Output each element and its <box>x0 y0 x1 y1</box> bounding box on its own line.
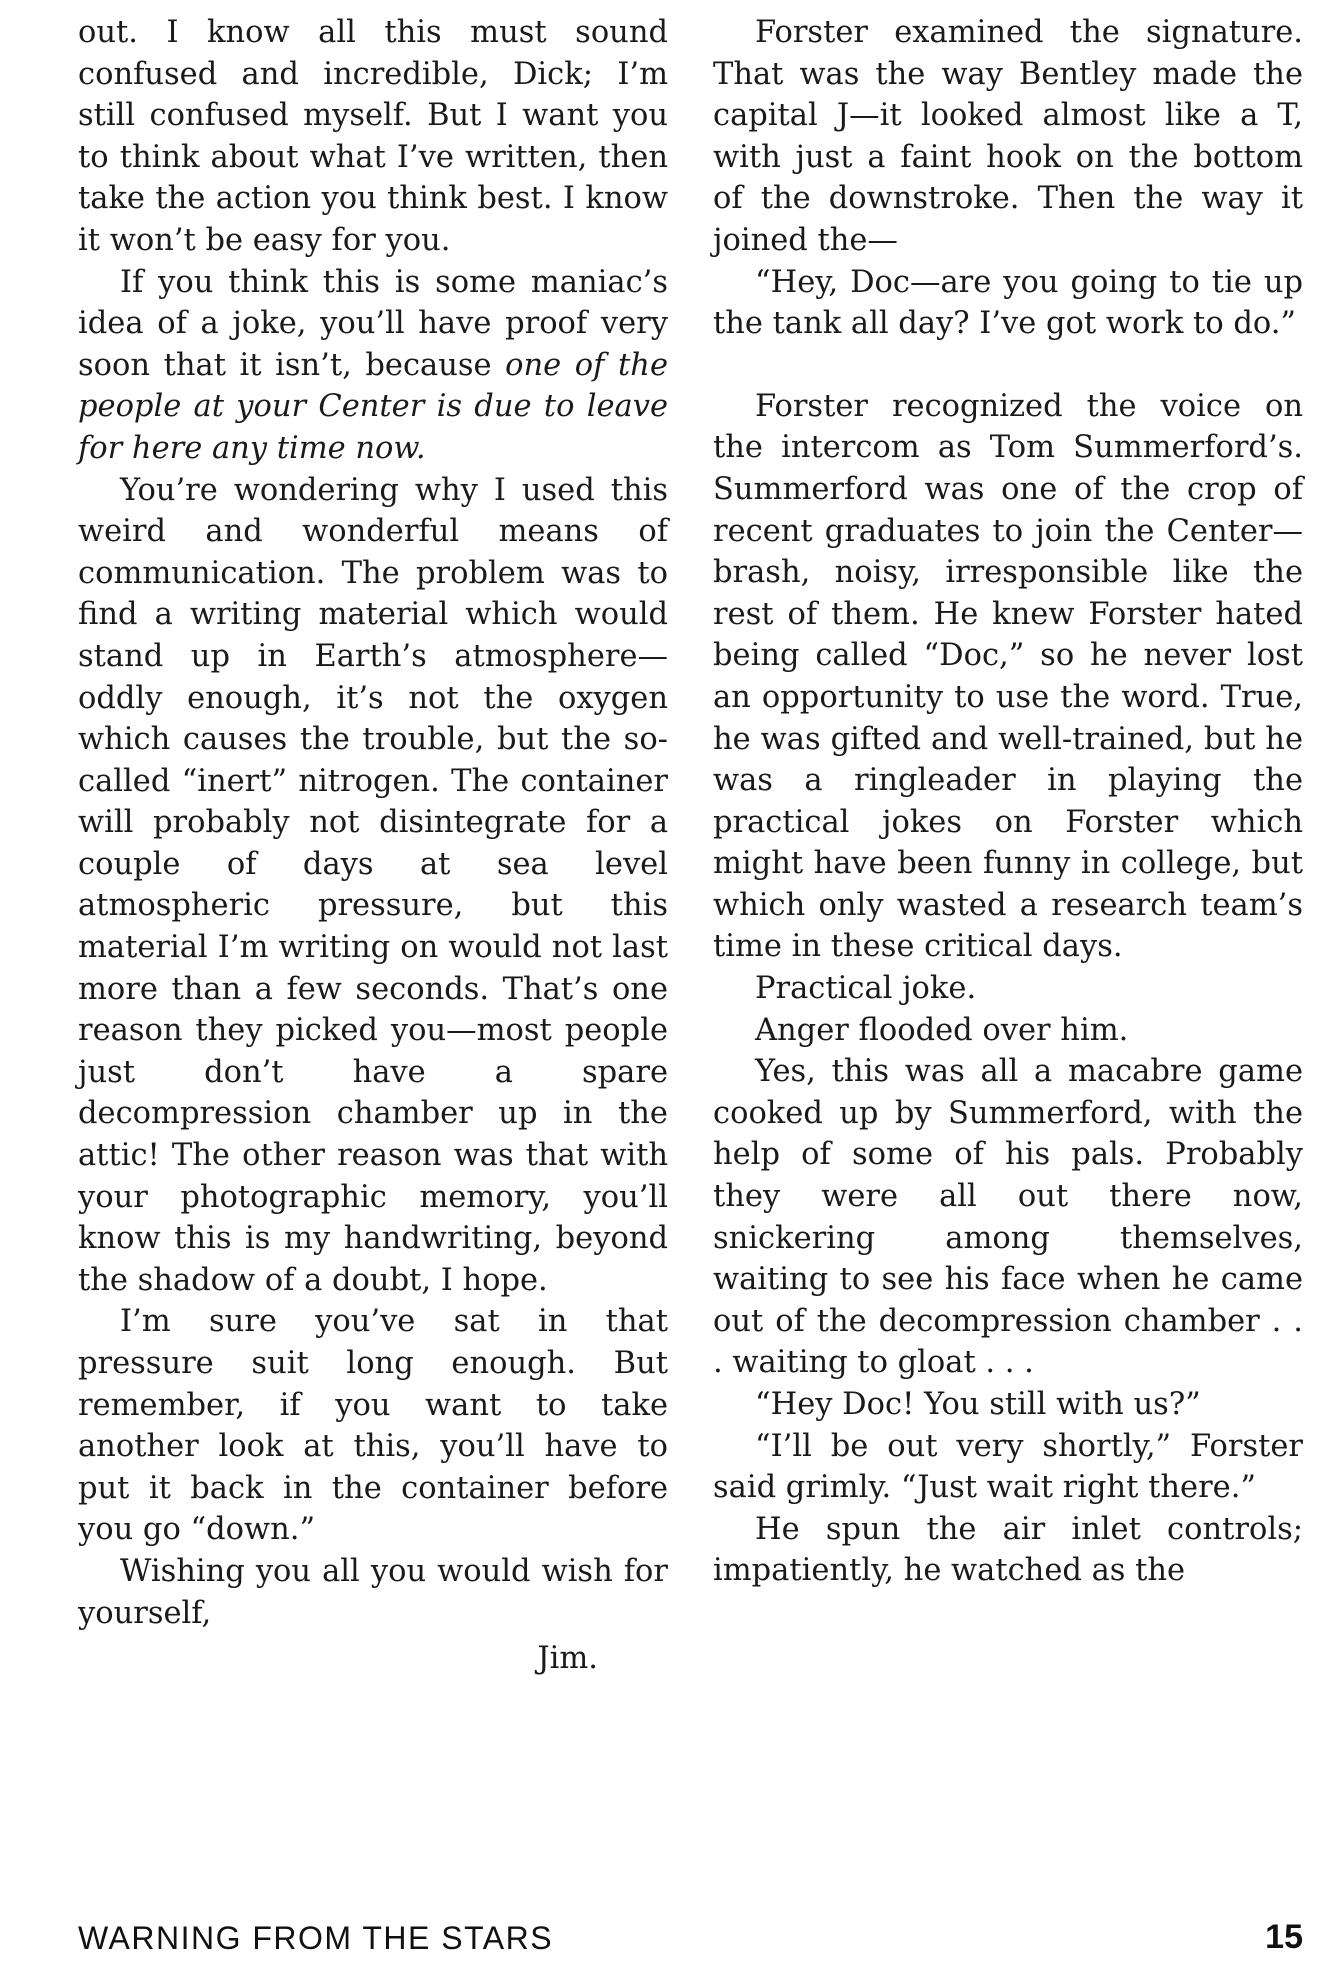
italic-emphasis: one of the people at your Center is due to leave for here any time now. <box>78 347 668 466</box>
paragraph: Anger flooded over him. <box>755 1012 1129 1048</box>
left-column <box>78 12 668 1680</box>
paragraph: Yes, this was all a macabre game cooked up by Summerford, with the help of some of his pals. Probably they were all out there now, snickering among themselves, waiting to see his face when he came out of the decompression chamber . . . waiting to gloat . . . <box>713 1054 1303 1381</box>
paragraph-text: If you think this is some maniac’s idea of a joke, you’ll have proof very soon that it isn’t, because <box>78 264 668 383</box>
paragraph: Practical joke. <box>755 971 977 1007</box>
paragraph: “Hey, Doc—are you going to tie up the tank all day? I’ve got work to do.” <box>713 264 1303 342</box>
running-footer-title: WARNING FROM THE STARS <box>78 1920 554 1956</box>
letter-signature: Jim. <box>537 1641 598 1677</box>
paragraph: He spun the air inlet controls; impatiently, he watched as the <box>713 1511 1303 1589</box>
paragraph: You’re wondering why I used this weird and wonderful means of communication. The problem was to find a writing material which would stand up in Earth’s atmosphere—oddly enough, it’s not the oxygen which causes the trouble, but the so-called “inert” nitrogen. The container will probably not disintegrate for a couple of days at sea level atmospheric pressure, but this material I’m writing on would not last more than a few seconds. That’s one reason they picked you—most people just don’t have a spare decompression chamber up in the attic! The other reason was that with your photographic memory, you’ll know this is my handwriting, beyond the shadow of a doubt, I hope. <box>78 472 668 1298</box>
paragraph: Forster examined the signature. That was the way Bentley made the capital J—it looked almost like a T, with just a faint hook on the bottom of the downstroke. Then the way it joined the— <box>713 15 1303 258</box>
paragraph: Wishing you all you would wish for yourself, <box>78 1553 668 1631</box>
paragraph <box>78 262 668 470</box>
paragraph: “I’ll be out very shortly,” Forster said grimly. “Just wait right there.” <box>713 1428 1303 1506</box>
paragraph: “Hey Doc! You still with us?” <box>755 1387 1201 1422</box>
right-column <box>713 12 1303 1592</box>
page-number: 15 <box>1265 1918 1303 1956</box>
paragraph: Forster recognized the voice on the intercom as Tom Summerford’s. Summerford was one of the crop of recent graduates to join the Center—brash, noisy, irresponsible like the rest of them. He knew Forster hated being called “Doc,” so he never lost an opportunity to use the word. True, he was gifted and well-trained, but he was a ringleader in playing the practical jokes on Forster which might have been funny in college, but which only wasted a research team’s time in these critical days. <box>713 388 1303 965</box>
paragraph: out. I know all this must sound confused and incredible, Dick; I’m still confused myself. But I want you to think about what I’ve written, then take the action you think best. I know it won’t be easy for you. <box>78 15 668 258</box>
paragraph: I’m sure you’ve sat in that pressure suit long enough. But remember, if you want to take another look at this, you’ll have to put it back in the container before you go “down.” <box>78 1304 668 1548</box>
